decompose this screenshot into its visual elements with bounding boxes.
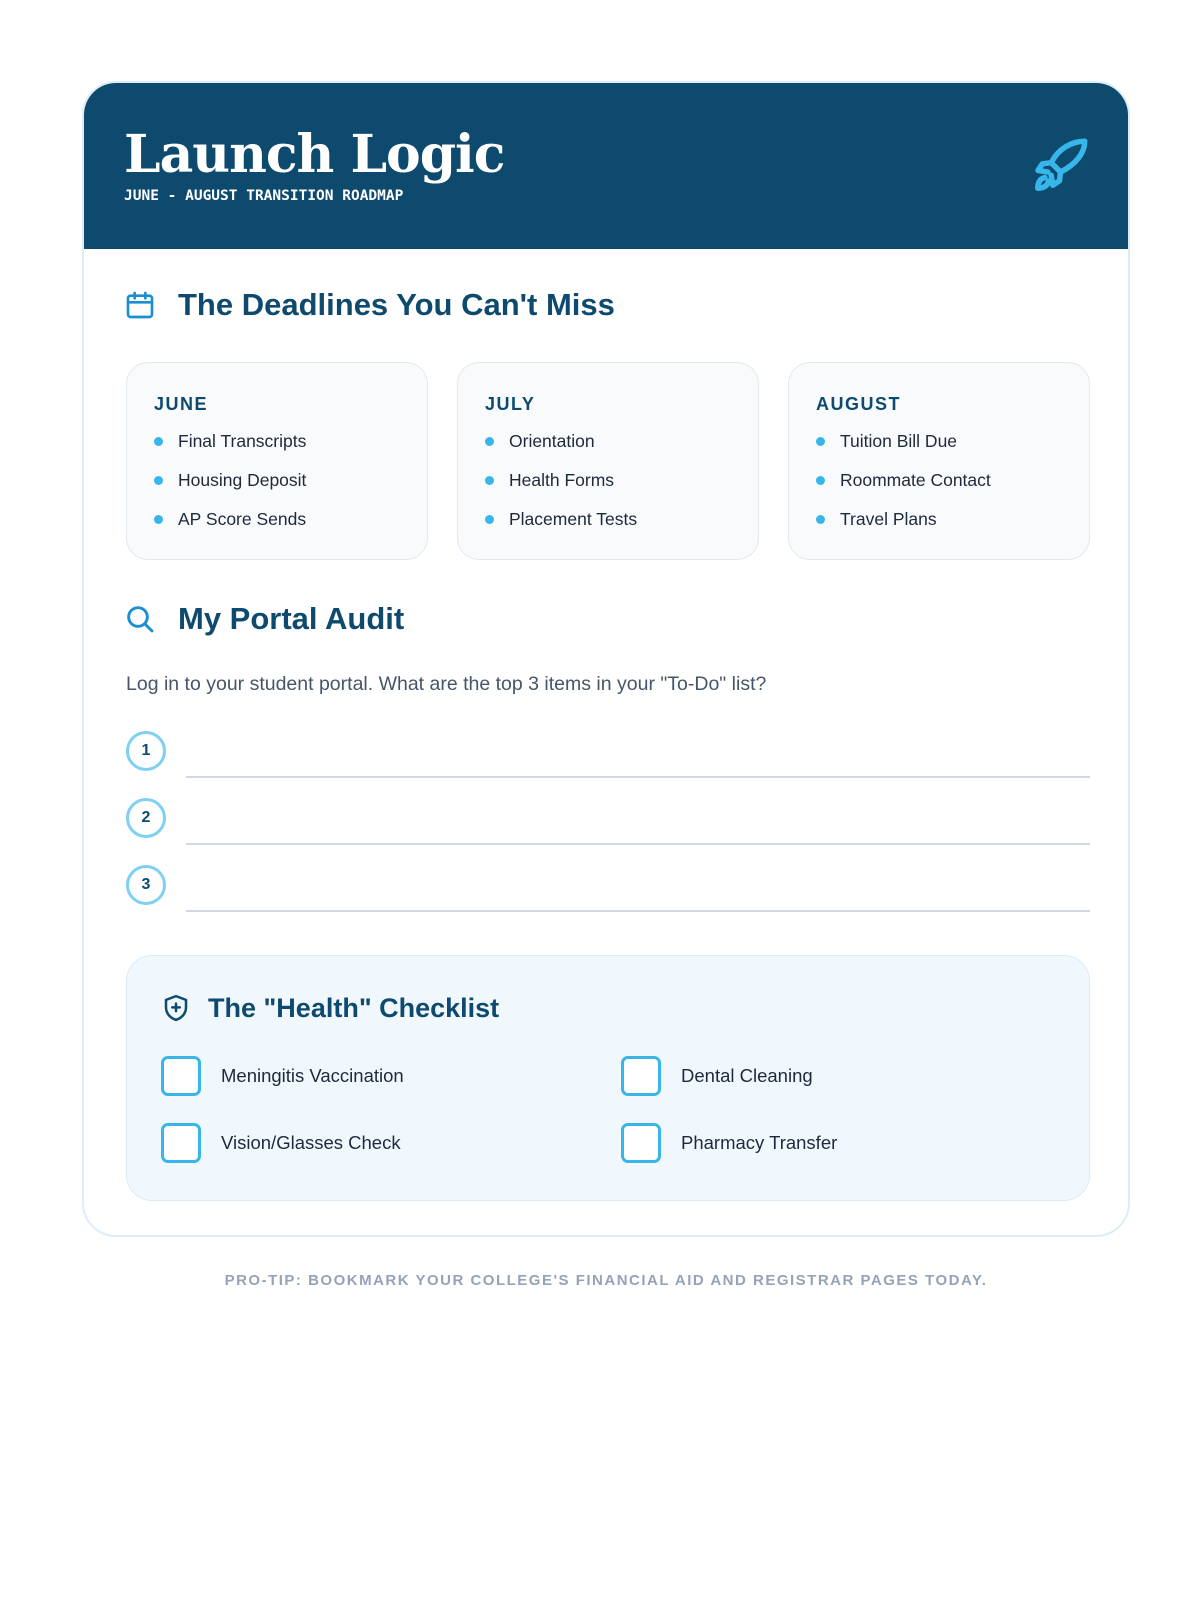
calendar-icon: [124, 289, 156, 321]
deadline-label: Housing Deposit: [178, 470, 307, 490]
entry-number-badge: 1: [126, 731, 166, 771]
checklist-label: Vision/Glasses Check: [221, 1132, 401, 1153]
checkbox[interactable]: [161, 1056, 201, 1096]
deadline-label: Health Forms: [509, 470, 615, 490]
deadlines-title: The Deadlines You Can't Miss: [178, 287, 615, 322]
header-banner: [84, 83, 1128, 249]
shield-plus-icon: [161, 993, 191, 1023]
checklist-label: Pharmacy Transfer: [681, 1132, 838, 1153]
checklist-item[interactable]: [621, 1056, 813, 1096]
checkbox[interactable]: [161, 1123, 201, 1163]
entry-number-badge: 3: [126, 865, 166, 905]
deadline-label: AP Score Sends: [178, 509, 307, 529]
checkbox[interactable]: [621, 1123, 661, 1163]
checklist-label: Meningitis Vaccination: [221, 1065, 404, 1086]
deadline-item: [816, 508, 937, 530]
deadline-label: Tuition Bill Due: [840, 431, 958, 451]
deadline-item: [816, 430, 957, 452]
bullet-icon: [816, 476, 825, 485]
portal-prompt: Log in to your student portal. What are the top 3 items in your "To-Do" list?: [126, 673, 767, 695]
deadline-item: [154, 508, 306, 530]
checklist-item[interactable]: [621, 1123, 837, 1163]
deadline-label: Placement Tests: [509, 509, 638, 529]
deadline-item: [154, 430, 306, 452]
search-icon: [124, 603, 156, 635]
page-title: Launch Logic: [124, 124, 505, 185]
month-card-june: [126, 362, 428, 560]
deadline-label: Travel Plans: [840, 509, 937, 529]
roadmap-card: [82, 81, 1130, 1237]
deadline-item: [485, 508, 637, 530]
deadline-item: [816, 469, 991, 491]
deadline-label: Roommate Contact: [840, 470, 991, 490]
month-card-august: [788, 362, 1090, 560]
deadline-item: [485, 469, 614, 491]
todo-answer-line-1[interactable]: [186, 776, 1090, 778]
checklist-item[interactable]: [161, 1056, 404, 1096]
todo-answer-line-2[interactable]: [186, 843, 1090, 845]
month-name: JUNE: [154, 394, 209, 414]
entry-number-badge: 2: [126, 798, 166, 838]
bullet-icon: [154, 437, 163, 446]
health-checklist-panel: [126, 955, 1090, 1201]
month-name: AUGUST: [816, 394, 901, 414]
month-name: JULY: [485, 394, 536, 414]
deadline-label: Final Transcripts: [178, 431, 307, 451]
checklist-item[interactable]: [161, 1123, 401, 1163]
month-card-july: [457, 362, 759, 560]
deadline-item: [154, 469, 306, 491]
todo-answer-line-3[interactable]: [186, 910, 1090, 912]
bullet-icon: [154, 476, 163, 485]
health-title: The "Health" Checklist: [208, 993, 500, 1023]
bullet-icon: [485, 515, 494, 524]
bullet-icon: [485, 476, 494, 485]
bullet-icon: [154, 515, 163, 524]
rocket-icon: [1027, 133, 1093, 199]
bullet-icon: [816, 437, 825, 446]
checkbox[interactable]: [621, 1056, 661, 1096]
deadline-item: [485, 430, 595, 452]
bullet-icon: [485, 437, 494, 446]
page-subtitle: JUNE - AUGUST TRANSITION ROADMAP: [124, 188, 404, 204]
bullet-icon: [816, 515, 825, 524]
deadline-label: Orientation: [509, 431, 595, 451]
footer-pro-tip: PRO-TIP: BOOKMARK YOUR COLLEGE'S FINANCIAL AID AND REGISTRAR PAGES TODAY.: [224, 1272, 988, 1289]
checklist-label: Dental Cleaning: [681, 1065, 813, 1086]
portal-title: My Portal Audit: [178, 601, 405, 636]
